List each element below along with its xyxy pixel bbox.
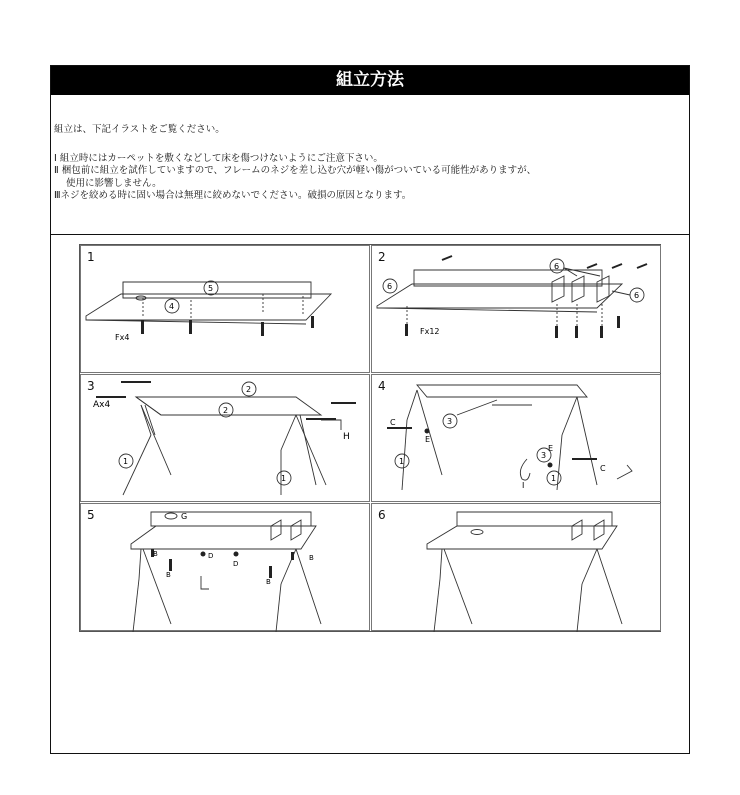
step-3-label-part2-front: 2 (223, 406, 229, 415)
step-2-label-part6-right: 6 (634, 291, 640, 300)
caution-notes (54, 153, 536, 202)
step-5-illustration (81, 504, 371, 632)
step-1-label-part5: 5 (208, 284, 214, 293)
step-4-label-part3-right: 3 (541, 451, 547, 460)
step-3-label-screw-a: Ax4 (93, 400, 111, 410)
step-4-illustration (372, 375, 662, 503)
step-4-number: 4 (378, 379, 386, 393)
step-4-label-part1-left: 1 (399, 457, 405, 466)
step-5-number: 5 (87, 508, 95, 522)
step-5-label-bolt-b-back: B (266, 578, 271, 586)
step-4-label-wrench-i: I (522, 481, 525, 490)
step-4-label-washer-e-right: E (548, 444, 554, 453)
step-2-label-part6-top: 6 (554, 262, 560, 271)
step-4-label-part1-right: 1 (551, 474, 557, 483)
assembly-sheet (50, 65, 690, 754)
step-6-panel (371, 503, 661, 631)
step-1-panel (80, 245, 370, 373)
note-2: Ⅱ 梱包前に組立を試作していますので、フレームのネジを差し込む穴が軽い傷がついている可能性がありますが、 (54, 165, 537, 177)
step-3-label-part1-left: 1 (123, 457, 129, 466)
step-3-number: 3 (87, 379, 95, 393)
step-4-label-washer-e-left: E (425, 435, 431, 444)
step-4-panel (371, 374, 661, 502)
step-1-label-screw-f: Fx4 (115, 333, 130, 342)
step-5-panel (80, 503, 370, 631)
step-5-label-nut-d-right: D (233, 560, 239, 568)
step-3-label-part1-right: 1 (281, 474, 287, 483)
section-divider (51, 234, 689, 235)
step-4-label-bolt-c-left: C (390, 418, 396, 427)
step-5-label-bolt-b-front: B (166, 571, 171, 579)
note-2-continued: 使用に影響しません。 (66, 177, 162, 189)
step-6-illustration (372, 504, 662, 632)
step-1-label-part4: 4 (169, 302, 175, 311)
step-5-label-bolt-b-right: B (309, 554, 314, 562)
step-3-panel (80, 374, 370, 502)
step-6-number: 6 (378, 508, 386, 522)
note-1: Ⅰ 組立時にはカーペットを敷くなどして床を傷つけないようにご注意下さい。 (54, 153, 383, 164)
step-2-illustration (372, 246, 662, 374)
step-5-label-bolt-b-left: B (153, 550, 158, 558)
step-3-label-tool-h: H (343, 432, 350, 442)
step-2-label-part6-left: 6 (387, 282, 393, 291)
step-4-label-bolt-c-right: C (600, 464, 606, 473)
page-title: 組立方法 (51, 66, 689, 95)
step-1-illustration (81, 246, 371, 374)
step-4-label-part3-left: 3 (447, 417, 453, 426)
step-2-panel (371, 245, 661, 373)
step-3-illustration (81, 375, 371, 503)
step-3-label-part2-top: 2 (246, 385, 252, 394)
step-2-number: 2 (378, 250, 386, 264)
step-5-label-nut-d-left: D (208, 552, 214, 560)
assembly-diagram-grid (79, 244, 661, 632)
intro-text: 組立は、下記イラストをご覧ください。 (54, 124, 225, 135)
step-1-number: 1 (87, 250, 95, 264)
note-3: Ⅲネジを絞める時に固い場合は無理に絞めないでください。破損の原因となります。 (54, 189, 412, 201)
step-2-label-screw-f: Fx12 (420, 327, 440, 336)
step-5-label-cap-g: G (181, 512, 188, 521)
